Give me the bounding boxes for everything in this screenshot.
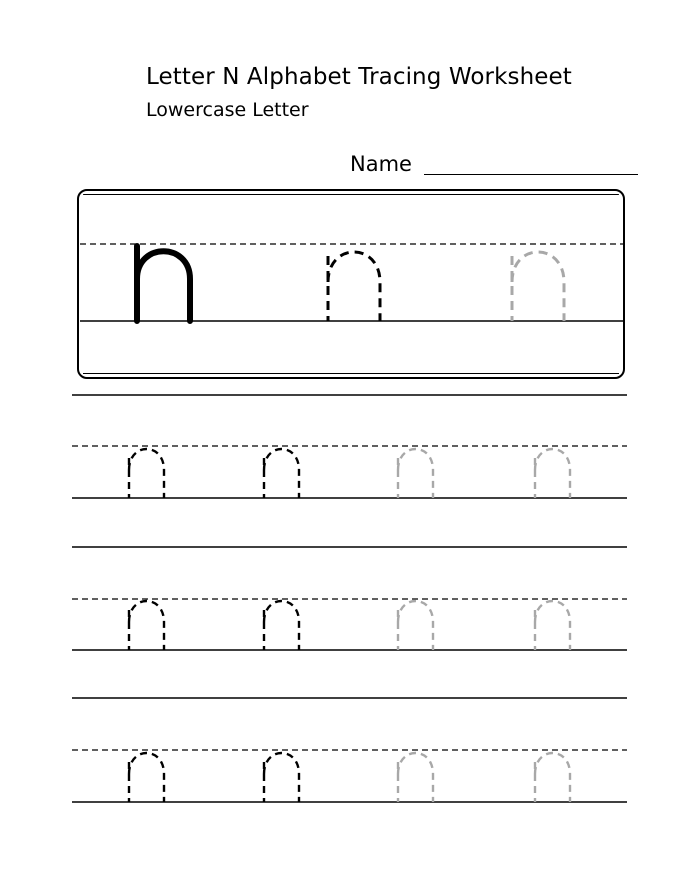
row3-letter-3 (398, 753, 433, 802)
worksheet-title: Letter N Alphabet Tracing Worksheet (146, 64, 572, 90)
row3-letter-4 (535, 753, 570, 802)
row2-letter-4 (535, 601, 570, 650)
name-label: Name (350, 152, 412, 176)
row1-letter-3 (398, 449, 433, 498)
row1-letter-4 (535, 449, 570, 498)
row2-letter-2 (264, 601, 299, 650)
row1-letter-2 (264, 449, 299, 498)
row3-letter-1 (129, 753, 164, 802)
row3-letter-2 (264, 753, 299, 802)
row2-letter-3 (398, 601, 433, 650)
row2-letter-1 (129, 601, 164, 650)
letter-n-solid (137, 246, 190, 321)
letter-n-trace-dark (328, 252, 380, 321)
row1-letter-1 (129, 449, 164, 498)
letter-n-trace-light (512, 252, 564, 321)
worksheet-subtitle: Lowercase Letter (146, 99, 309, 121)
